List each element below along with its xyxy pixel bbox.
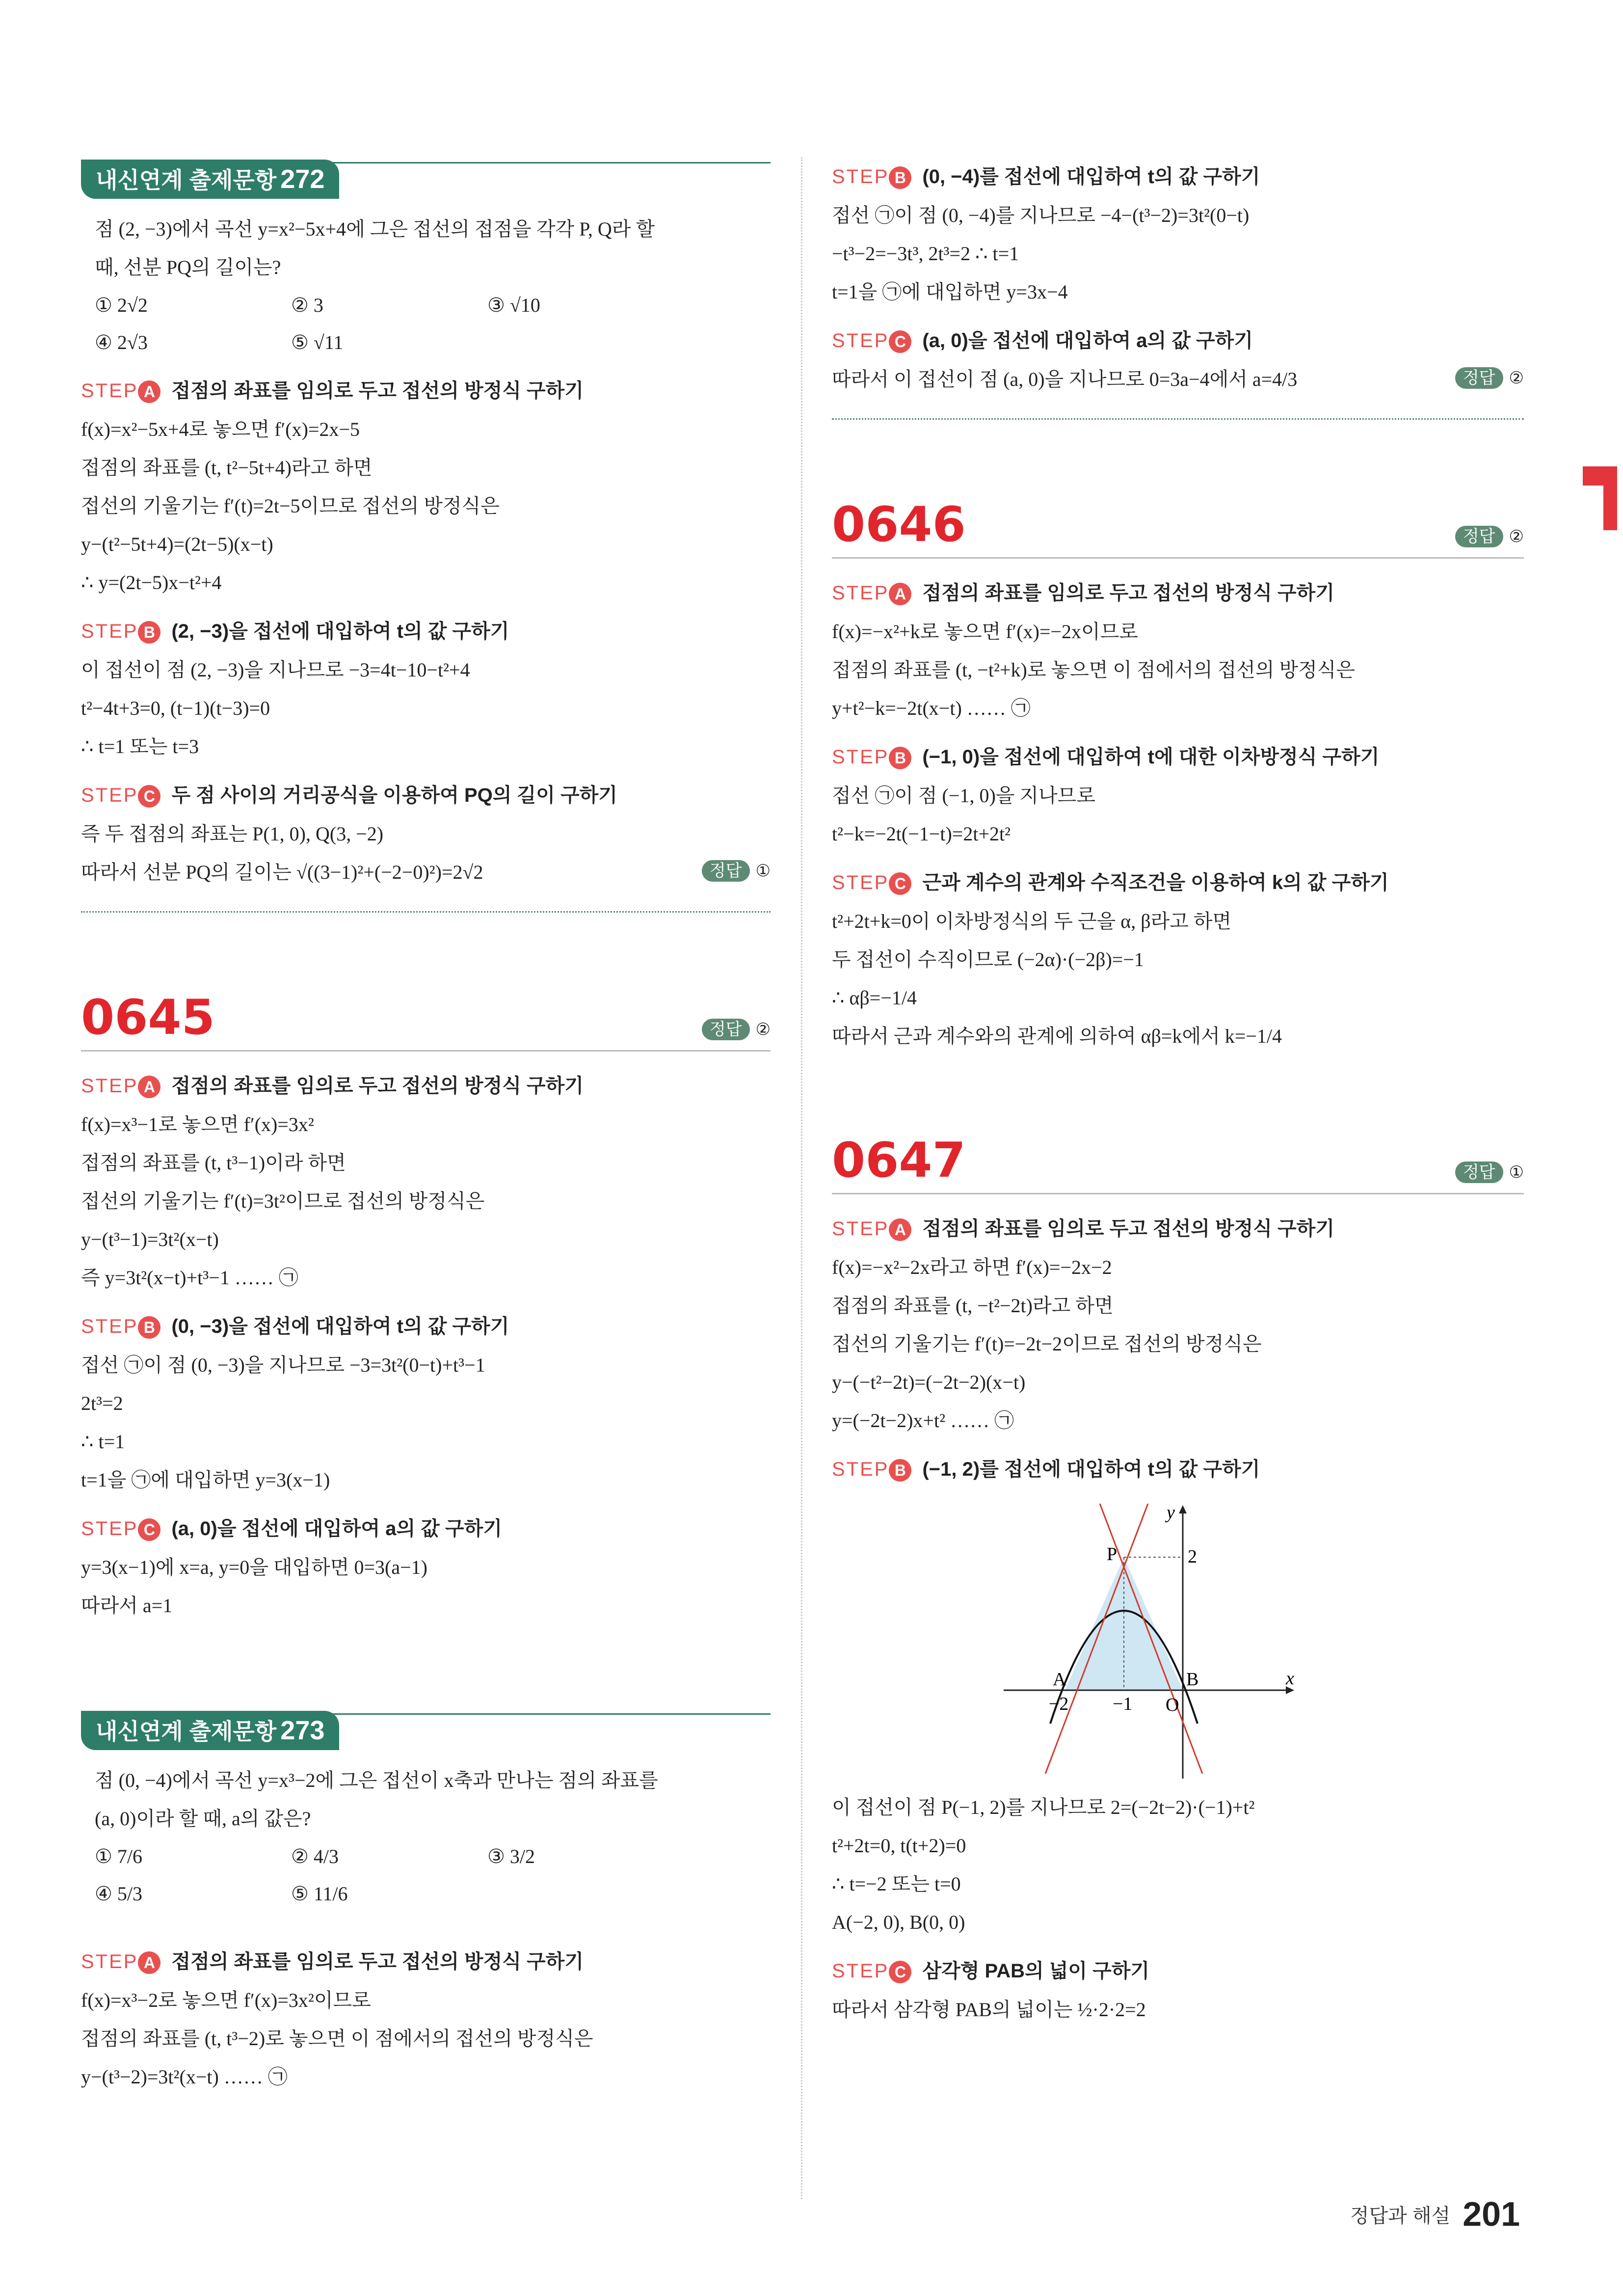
y-axis-label: y bbox=[1167, 1504, 1175, 1523]
banner-label: 내신연계 출제문항 bbox=[96, 167, 277, 193]
x-tick-label: −2 bbox=[1049, 1694, 1069, 1714]
point-a-label: A bbox=[1053, 1669, 1066, 1690]
tangent-graph bbox=[1004, 1504, 1298, 1779]
step-heading: STEP B (0, −4)를 접선에 대입하여 t의 값 구하기 bbox=[832, 157, 1524, 196]
question-number: 0647 bbox=[832, 1133, 966, 1189]
step-heading: STEP C 두 점 사이의 거리공식을 이용하여 PQ의 길이 구하기 bbox=[81, 776, 771, 815]
step-heading: STEP C (a, 0)을 접선에 대입하여 a의 값 구하기 bbox=[81, 1509, 771, 1548]
step-heading: STEP C (a, 0)을 접선에 대입하여 a의 값 구하기 bbox=[832, 321, 1524, 360]
step-heading: STEP A 접점의 좌표를 임의로 두고 접선의 방정식 구하기 bbox=[832, 573, 1524, 613]
point-b-label: B bbox=[1186, 1669, 1199, 1690]
choice: ⑤ √11 bbox=[291, 331, 344, 353]
choice: ⑤ 11/6 bbox=[291, 1883, 348, 1905]
choice: ② 3 bbox=[291, 294, 323, 316]
banner-number: 272 bbox=[280, 164, 325, 194]
x-tick-label: −1 bbox=[1113, 1694, 1133, 1714]
question-header-0647 bbox=[832, 1119, 1524, 1194]
page-footer bbox=[1350, 2194, 1520, 2234]
x-axis-label: x bbox=[1286, 1668, 1294, 1689]
chapter-tab-mark bbox=[1583, 466, 1617, 530]
choice: ③ √10 bbox=[487, 294, 540, 316]
step-heading: STEP A 접점의 좌표를 임의로 두고 접선의 방정식 구하기 bbox=[81, 1066, 771, 1106]
choice: ④ 2√3 bbox=[95, 331, 148, 353]
step-heading: STEP A 접점의 좌표를 임의로 두고 접선의 방정식 구하기 bbox=[81, 371, 771, 410]
step-heading: STEP B (−1, 2)를 접선에 대입하여 t의 값 구하기 bbox=[832, 1450, 1524, 1489]
question-header-0646 bbox=[832, 484, 1524, 559]
answer-badge: 정답 ① bbox=[1455, 1162, 1524, 1183]
related-273-choices bbox=[81, 1838, 771, 1913]
step-heading: STEP B (0, −3)을 접선에 대입하여 t의 값 구하기 bbox=[81, 1307, 771, 1346]
footer-label: 정답과 해설 bbox=[1350, 2205, 1451, 2227]
answer-badge: 정답 ② bbox=[1455, 367, 1524, 389]
column-separator bbox=[801, 157, 802, 2199]
step-heading: STEP C 근과 계수의 관계와 수직조건을 이용하여 k의 값 구하기 bbox=[832, 863, 1524, 902]
question-number: 0646 bbox=[832, 497, 966, 553]
choice: ③ 3/2 bbox=[487, 1845, 535, 1867]
answer-badge: 정답 ① bbox=[702, 860, 771, 882]
left-column: 내신연계 출제문항 272 점 (2, −3)에서 곡선 y=x²−5x+4에 그은 접선의 접점을 각각 P, Q라 할 때, 선분 PQ의 길이는? ① 2√2 ② 3 ③ √10 ④ 2√3 ⑤ √11 STEP A 접점의 좌표를 임의로 두고 접선의 방정식 구하기 f(x)=x²−5x+4로 놓으면 f′(x)=2x−5 접점의 좌표를 (t, t²−5t+4)라고 하면 접선의 기울기는 f′(t)=2t−5이므로 접선의 방정식은 y−(t²−5t+4)=(2t−5)(x−t) ∴ y=(2t−5)x−t²+4 STEP B (2, −3)을 접선에 대입하여 t의 값 구하기 이 접선이 점 (2, −3)을 지나므로 −3=4t−10−t²+4 t²−4t+3=0, (t−1)(t−3)=0 ∴ t=1 또는 t=3 STEP C 두 점 사이의 거리공식을 이용하여 PQ의 길이 구하기 즉 두 접점의 좌표는 P(1, 0), Q(3, −2) 따라서 선분 PQ의 길이는 √((3−1)²+(−2−0)²)=2√2 정답 ① 0645 정답 ② STEP A 접점의 좌표를 임의로 두고 접선의 방정식 구하기 f(x)=x³−1로 놓으면 f′(x)=3x² 접점의 좌표를 (t, t³−1)이라 하면 접선의 기울기는 f′(t)=3t²이므로 접선의 방정식은 y−(t³−1)=3t²(x−t) 즉 y=3t²(x−t)+t³−1 …… ㉠ STEP B (0, −3)을 접선에 대입하여 t의 값 구하기 접선 ㉠이 점 (0, −3)을 지나므로 −3=3t²(0−t)+t³−1 2t³=2 ∴ t=1 t=1을 ㉠에 대입하면 y=3(x−1) STEP C (a, 0)을 접선에 대입하여 a의 값 구하기 y=3(x−1)에 x=a, y=0을 대입하면 0=3(a−1) 따라서 a=1 내신연계 출제문항 273 점 (0, −4)에서 곡선 y=x³−2에 그은 접선이 x축과 만나는 점의 좌표를 (a, 0)이라 할 때, a의 값은? ① 7/6 ② 4/3 ③ 3/2 ④ 5/3 ⑤ 11/6 STEP A 접점의 좌표를 임의로 두고 접선의 방정식 구하기 f(x)=x³−2로 놓으면 f′(x)=3x²이므로 접점의 좌표를 (t, t³−2)로 놓으면 이 점에서의 접선의 방정식은 y−(t³−2)=3t²(x−t) …… ㉠ bbox=[81, 157, 771, 2096]
related-273-banner bbox=[81, 1708, 771, 1753]
point-p-label: P bbox=[1107, 1544, 1117, 1565]
answer-badge: 정답 ② bbox=[1455, 526, 1524, 547]
choice: ④ 5/3 bbox=[95, 1883, 142, 1905]
divider bbox=[832, 418, 1524, 420]
right-column: STEP B (0, −4)를 접선에 대입하여 t의 값 구하기 접선 ㉠이 점 (0, −4)를 지나므로 −4−(t³−2)=3t²(0−t) −t³−2=−3t³, 2t³=2 ∴ t=1 t=1을 ㉠에 대입하면 y=3x−4 STEP C (a, 0)을 접선에 대입하여 a의 값 구하기 따라서 이 접선이 점 (a, 0)을 지나므로 0=3a−4에서 a=4/3 정답 ② 0646 정답 ② STEP A 접점의 좌표를 임의로 두고 접선의 방정식 구하기 f(x)=−x²+k로 놓으면 f′(x)=−2x이므로 접점의 좌표를 (t, −t²+k)로 놓으면 이 점에서의 접선의 방정식은 y+t²−k=−2t(x−t) …… ㉠ STEP B (−1, 0)을 접선에 대입하여 t에 대한 이차방정식 구하기 접선 ㉠이 점 (−1, 0)을 지나므로 t²−k=−2t(−1−t)=2t+2t² STEP C 근과 계수의 관계와 수직조건을 이용하여 k의 값 구하기 t²+2t+k=0이 이차방정식의 두 근을 α, β라고 하면 두 접선이 수직이므로 (−2α)·(−2β)=−1 ∴ αβ=−1/4 따라서 근과 계수와의 관계에 의하여 αβ=k에서 k=−1/4 0647 정답 ① STEP A 접점의 좌표를 임의로 두고 접선의 방정식 구하기 f(x)=−x²−2x라고 하면 f′(x)=−2x−2 접점의 좌표를 (t, −t²−2t)라고 하면 접선의 기울기는 f′(t)=−2t−2이므로 접선의 방정식은 y−(−t²−2t)=(−2t−2)(x−t) y=(−2t−2)x+t² …… ㉠ STEP B (−1, 2)를 접선에 대입하여 t의 값 구하기 y x P 2 A B −2 −1 O 이 접선이 점 P(−1, 2)를 지나므로 2=(−2t−2)·(−1)+t² t²+2t=0, t(t+2)=0 ∴ t=−2 또는 t=0 A(−2, 0), B(0, 0) STEP C 삼각형 PAB의 넓이 구하기 따라서 삼각형 PAB의 넓이는 ½·2·2=2 bbox=[832, 157, 1524, 2029]
answer-badge: 정답 ② bbox=[702, 1019, 771, 1040]
y-tick-label: 2 bbox=[1188, 1546, 1197, 1567]
page-number: 201 bbox=[1463, 2195, 1520, 2233]
step-heading: STEP C 삼각형 PAB의 넓이 구하기 bbox=[832, 1951, 1524, 1991]
origin-label: O bbox=[1166, 1695, 1179, 1715]
banner-label: 내신연계 출제문항 bbox=[96, 1719, 277, 1744]
question-header-0645 bbox=[81, 976, 771, 1052]
y-axis-arrow bbox=[1179, 1505, 1187, 1513]
step-heading: STEP A 접점의 좌표를 임의로 두고 접선의 방정식 구하기 bbox=[832, 1209, 1524, 1248]
related-272-banner bbox=[81, 157, 771, 201]
step-heading: STEP A 접점의 좌표를 임의로 두고 접선의 방정식 구하기 bbox=[81, 1942, 771, 1981]
choice: ① 2√2 bbox=[95, 294, 148, 316]
banner-number: 273 bbox=[280, 1716, 325, 1745]
step-heading: STEP B (−1, 0)을 접선에 대입하여 t에 대한 이차방정식 구하기 bbox=[832, 737, 1524, 777]
question-number: 0645 bbox=[81, 990, 215, 1046]
related-273-question: 점 (0, −4)에서 곡선 y=x³−2에 그은 접선이 x축과 만나는 점의 좌표를 (a, 0)이라 할 때, a의 값은? bbox=[95, 1769, 658, 1830]
related-272-question: 점 (2, −3)에서 곡선 y=x²−5x+4에 그은 접선의 접점을 각각 P, Q라 할 때, 선분 PQ의 길이는? bbox=[95, 218, 655, 278]
choice: ① 7/6 bbox=[95, 1845, 142, 1867]
step-heading: STEP B (2, −3)을 접선에 대입하여 t의 값 구하기 bbox=[81, 612, 771, 651]
choice: ② 4/3 bbox=[291, 1845, 339, 1867]
related-272-choices bbox=[81, 287, 771, 361]
divider bbox=[81, 911, 771, 913]
